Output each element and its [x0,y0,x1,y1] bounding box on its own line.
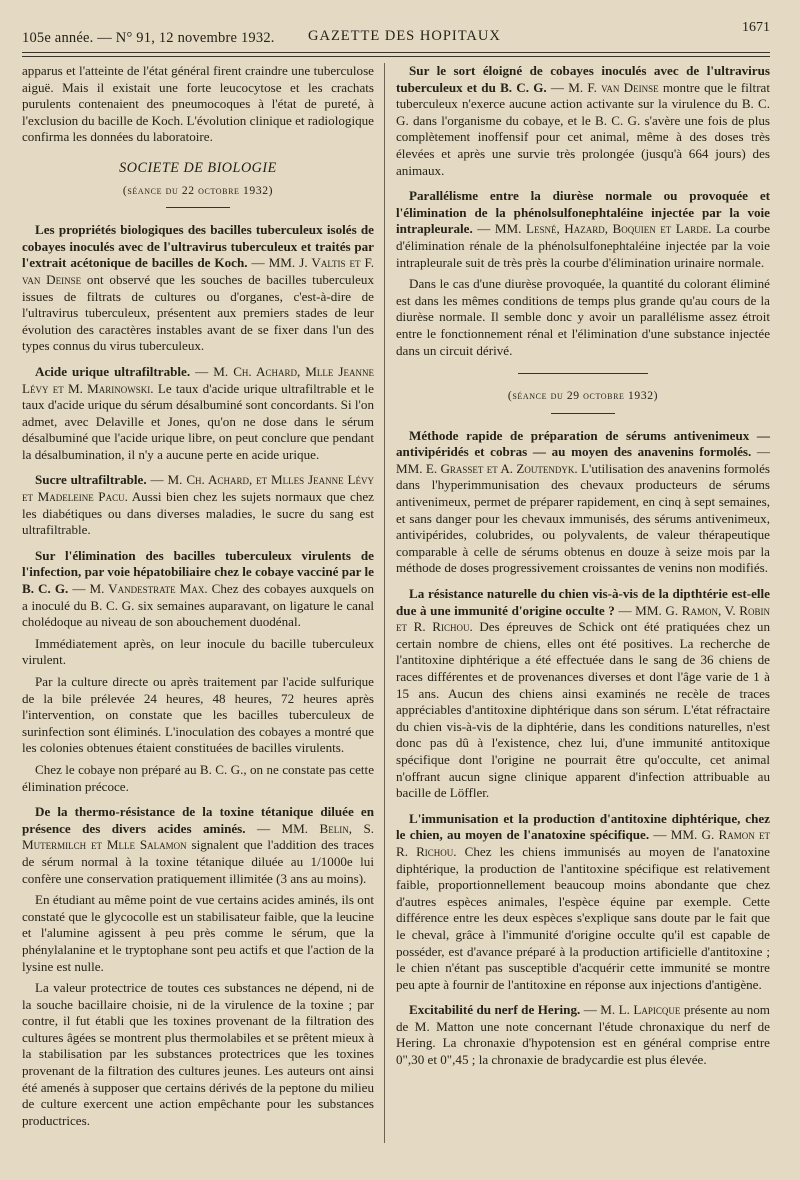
article-paragraph: La valeur protectrice de toutes ces substances ne dépend, ni de la souche bacillaire choisie, ni de la virulence de la toxine ; par contre, il fut établi que les toxines provenant de la filtration des cultures âgées se montrent plus thermolabiles et se prêtent mieux à la stabilisation par les substances protectrices que les toxines provenant de la filtration des cultures jeunes. Les auteurs ont ainsi été amenés à supposer que certains dérivés de la peptone du milieu de culture exercent une action empêchante pour les substances productrices. [22,980,374,1128]
session-rule [518,373,648,374]
article-tetanus-toxin: De la thermo-résistance de la toxine tétanique diluée en présence des divers acides aminés. — MM. Belin, S. Mutermilch et Mlle Salamon signalent que l'addition des traces de sérum normal à la toxine tétanique diluée au 1/1000e lui confère une conservation pratiquement illimitée (3 ans au moins). [22,804,374,886]
article-paragraph: Par la culture directe ou après traitement par l'acide sulfurique de la bile prélevée 24 heures, 48 heures, 72 heures après l'intervention, on constate que les bacilles tuberculeux de surinfection sont éliminés. L'inoculation des cobayes a montré que les colonies obtenues étaient constituées de bacilles virulents. [22,674,374,756]
page-number: 1671 [742,20,770,35]
article-bcg-elimination: Sur l'élimination des bacilles tuberculeux virulents de l'infection, par voie hépatobiliaire chez le cobaye vacciné par le B. C. G. — M. Vandestrate Max. Chez des cobayes auxquels on a inoculé du B. C. G. six semaines auparavant, on ligature le canal cholédoque au niveau de son abouchement duodénal. [22,547,374,630]
left-column [22,63,374,1134]
header-rule [22,52,770,53]
article-ultravirus-bcg: Sur le sort éloigné de cobayes inoculés avec de l'ultravirus tuberculeux et du B. C. G. — M. F. van Deinse montre que le filtrat tuberculeux n'exerce aucune action activante sur la virulence du B. C. G. dans l'organisme du cobaye, et le B. C. G. s'avère une fois de plus complètement inoffensif pour cet animal, même à des doses très élevées et après une survie très prolongée (jusqu'à 664 jours) des animaux. [396,63,771,178]
continued-paragraph: apparus et l'atteinte de l'état général firent craindre une tuberculose aiguë. Mais il existait une forte leucocytose et les crachats purulents contenaient des pneumocoques à l'état de pureté, à l'exclusion du bacille de Koch. L'évolution clinique et radiologique confirma les données du laboratoire. [22,63,374,145]
session-date: (séance du 29 octobre 1932) [507,389,659,403]
article-paragraph: Dans le cas d'une diurèse provoquée, la quantité du colorant éliminé est dans les mêmes conditions de temps plus grande qu'au cours de la diurèse normale. Il semble donc y avoir un parallélisme assez étroit entre le fonctionnement rénal et l'élimination d'une substance injectée dans un circuit dérivé. [396,276,770,358]
article-hering-nerve: Excitabilité du nerf de Hering. — M. L. Lapicque présente au nom de M. Matton une note concernant l'étude chronaxique du nerf de Hering. La chronaxie d'hypotension est en général comprise entre 0",30 et 0",45 ; la chronaxie de bradycardie est plus élevée. [396,1002,770,1068]
issue-line: 105e année. — N° 91, 12 novembre 1932. [22,30,275,46]
masthead [22,18,770,48]
section-rule [166,207,230,208]
journal-title: GAZETTE DES HOPITAUX [308,28,501,44]
column-divider [384,63,385,1143]
article-tuberculous-bacilli: Les propriétés biologiques des bacilles tuberculeux isolés de cobayes inoculés avec de l'ultravirus tuberculeux et traités par l'extrait acétonique de bacilles de Koch. — MM. J. Valtis et F. van Deinse ont observé que les souches de bacilles tuberculeux issues de filtrats de cultures ou d'organes, c'est-à-dire de l'ultravirus tuberculeux, présentent aux premiers stades de leur évolution des caractères instables avant de se fixer dans l'un des types connus du virus tuberculeux. [22,222,375,354]
article-antivenom-sera: Méthode rapide de préparation de sérums antivenimeux — antivipéridés et cobras — au moyen des anavenins formolés. — MM. E. Grasset et A. Zoutendyk. L'utilisation des anavenins formolés dans l'hyperimmunisation des chevaux producteurs de sérums antivenimeux, permet de préparer rapidement, en cinq à sept semaines, et sans danger pour les chevaux immunisés, des sérums antivenimeux, antivipérides, colubrides, ou polyvalents, de valeur thérapeutique comparable à celle de sérums obtenus en douze à seize mois par la méthode de doses progressivement croissantes de venins non modifiés. [396,427,770,576]
article-columns [22,63,770,1153]
article-paragraph: Immédiatement après, on leur inocule du bacille tuberculeux virulent. [22,635,374,668]
header-rule-secondary [22,56,770,57]
right-column [396,63,770,1078]
article-sugar: Sucre ultrafiltrable. — M. Ch. Achard, et Mlles Jeanne Lévy et Madeleine Pacu. Aussi bien chez les sujets normaux que chez les diabétiques ou dans diverses maladies, le sucre du sang est ultrafiltrable. [22,472,374,538]
article-paragraph: Chez le cobaye non préparé au B. C. G., on ne constate pas cette élimination précoce. [22,761,374,794]
article-dog-diphtheria-resistance: La résistance naturelle du chien vis-à-vis de la dipthtérie est-elle due à une immunité d'origine occulte ? — MM. G. Ramon, V. Robin et R. Richou. Des épreuves de Schick ont été pratiquées chez un certain nombre de chiens, elles ont été positives. La recherche de l'antitoxine diphtérique a été effectuée dans le sang de 36 chiens de races différentes et de provenances diverses et dont l'âge varie de 1 à 15 ans. Aucun des chiens ainsi examinés ne recèle de traces appréciables d'antitoxine diphtérique dans son sérum. L'état réfractaire du chien vis-à-vis de la diphtérie, dans les conditions naturelles, n'est donc pas dû à l'existence, chez lui, d'une immunité antitoxique spécifique dont l'origine ne pourrait être qu'occulte, cet animal n'offrant aucun signe clinique apparent d'infection attribuable au bacille de Löffler. [396,586,770,801]
article-uric-acid: Acide urique ultrafiltrable. — M. Ch. Achard, Mlle Jeanne Lévy et M. Marinowski. Le taux d'acide urique ultrafiltrable et le taux d'acide urique du sérum désalbuminé sont concordants. Si l'on admet, avec Delaville et Jones, qu'on ne dose dans le sérum désalbuminé que l'acide urique libre, on peut conclure que pendant la désalbumination, il n'y a aucune perte en acide urique. [22,363,374,462]
session-date: (séance du 22 octobre 1932) [122,183,274,197]
article-dog-immunisation: L'immunisation et la production d'antitoxine diphtérique, chez le chien, au moyen de l'anatoxine spécifique. — MM. G. Ramon et R. Richou. Chez les chiens immunisés au moyen de l'anatoxine diphtérique, la production de l'antitoxine spécifique est relativement faible, proportionnellement beaucoup moins abondante que chez d'autres espèces animales, l'espèce équine par exemple. Cette différence entre les deux espèces s'explique sans doute par le fait que le cheval, grâce à l'immunité d'origine occulte qu'il est capable de posséder, est d'avance préparé à la production artificielle d'antitoxine ; le chien n'étant pas susceptible d'acquérir cette immunité se montre peu apte à fournir de l'antitoxine en réponse aux injections d'antigène. [396,810,770,992]
section-rule [551,413,615,414]
section-title: SOCIETE DE BIOLOGIE [119,159,277,176]
article-paragraph: En étudiant au même point de vue certains acides aminés, ils ont constaté que le glycocolle est un stabilisateur faible, que la leucine et l'alumine agissent à peu près comme le sérum, que la phénylalanine et le tryptophane sont peu actifs et que l'action de la lysine est nulle. [22,892,374,974]
article-diuresis: Parallélisme entre la diurèse normale ou provoquée et l'élimination de la phénolsulfonephtaléine injectée par la voie intrapleurale. — MM. Lesné, Hazard, Boquien et Larde. La courbe d'élimination rénale de la phénolsulfonephtaléine injectée par la voie intrapleurale suit de très près la courbe d'élimination urinaire normale. [396,188,771,270]
